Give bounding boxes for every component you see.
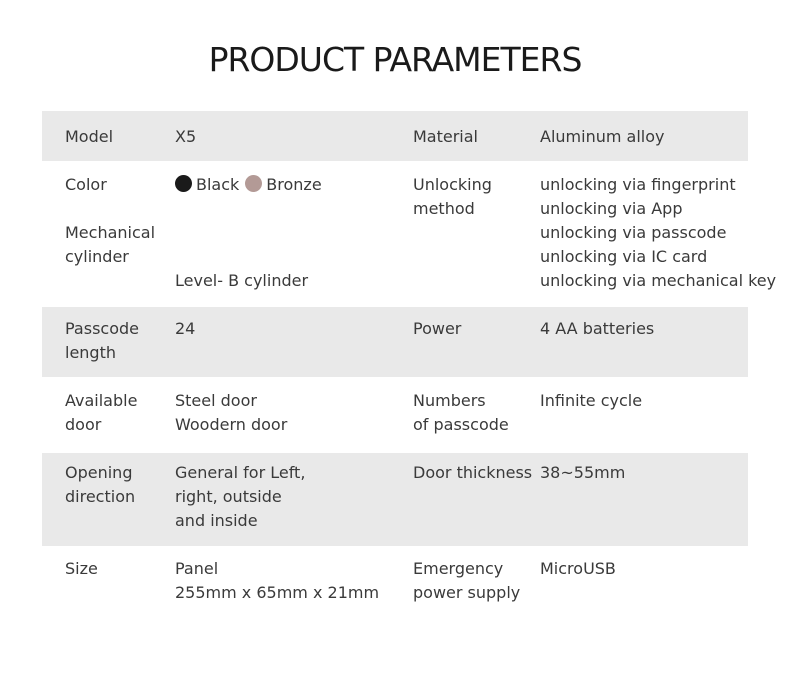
value-emergency-power: MicroUSB — [540, 559, 616, 578]
label-size: Size — [65, 559, 98, 578]
label-door-line2: door — [65, 415, 102, 434]
value-door-line1: Steel door — [175, 391, 257, 410]
value-material: Aluminum alloy — [540, 127, 665, 146]
label-unlocking-line1: Unlocking — [413, 175, 492, 194]
value-opening-line1: General for Left, — [175, 463, 306, 482]
color-options — [175, 173, 322, 197]
unlocking-option: unlocking via mechanical key — [540, 271, 777, 290]
label-mechanical-cylinder — [65, 221, 155, 269]
label-color-text: Color — [65, 175, 107, 194]
value-opening-line3: and inside — [175, 511, 258, 530]
label-unlocking-method — [413, 173, 492, 221]
label-numbers-line1: Numbers — [413, 391, 486, 410]
label-available-door — [65, 389, 137, 437]
label-power: Power — [413, 319, 462, 338]
color-option-black: Black — [196, 175, 240, 194]
table-row-size-emergency — [42, 546, 748, 616]
label-emergency-line2: power supply — [413, 583, 521, 602]
label-opening-line2: direction — [65, 487, 136, 506]
value-door-thickness: 38~55mm — [540, 463, 626, 482]
value-model: X5 — [175, 127, 197, 146]
color-option-bronze: Bronze — [266, 175, 322, 194]
label-door-thickness: Door thickness — [413, 463, 533, 482]
black-swatch-icon — [175, 175, 192, 192]
label-numbers-of-passcode — [413, 389, 509, 437]
table-row-color-unlocking — [42, 161, 777, 307]
label-mechanical-line1: Mechanical — [65, 223, 156, 242]
unlocking-option: unlocking via passcode — [540, 223, 727, 242]
label-material: Material — [413, 127, 478, 146]
label-mechanical-line2: cylinder — [65, 247, 129, 266]
label-passcode-line1: Passcode — [65, 319, 139, 338]
value-opening-line2: right, outside — [175, 487, 282, 506]
value-mechanical-line1: Level- B cylinder — [175, 271, 309, 290]
table-row-door-numbers — [42, 377, 748, 453]
label-passcode-line2: length — [65, 343, 116, 362]
label-numbers-line2: of passcode — [413, 415, 509, 434]
label-opening-direction — [65, 461, 135, 509]
value-size-line1: Panel — [175, 559, 219, 578]
value-passcode-length: 24 — [175, 319, 196, 338]
label-passcode — [65, 317, 139, 365]
bronze-swatch-icon — [245, 175, 262, 192]
unlocking-option: unlocking via fingerprint — [540, 175, 736, 194]
value-power: 4 AA batteries — [540, 319, 655, 338]
label-model: Model — [65, 127, 114, 146]
unlocking-option: unlocking via App — [540, 199, 683, 218]
page-title: PRODUCT PARAMETERS — [208, 40, 582, 79]
label-emergency-power — [413, 557, 520, 605]
value-unlocking-method — [540, 173, 776, 293]
unlocking-option: unlocking via IC card — [540, 247, 708, 266]
value-size — [175, 557, 379, 605]
table-row-model — [42, 111, 748, 161]
value-available-door — [175, 389, 287, 437]
value-door-line2: Woodern door — [175, 415, 288, 434]
label-emergency-line1: Emergency — [413, 559, 504, 578]
label-unlocking-line2: method — [413, 199, 475, 218]
label-door-line1: Available — [65, 391, 138, 410]
parameters-table — [42, 111, 777, 616]
label-opening-line1: Opening — [65, 463, 133, 482]
value-size-line2: 255mm x 65mm x 21mm — [175, 583, 380, 602]
value-numbers-of-passcode: Infinite cycle — [540, 391, 643, 410]
value-opening-direction — [175, 461, 305, 533]
table-row-opening-thickness — [42, 453, 748, 546]
